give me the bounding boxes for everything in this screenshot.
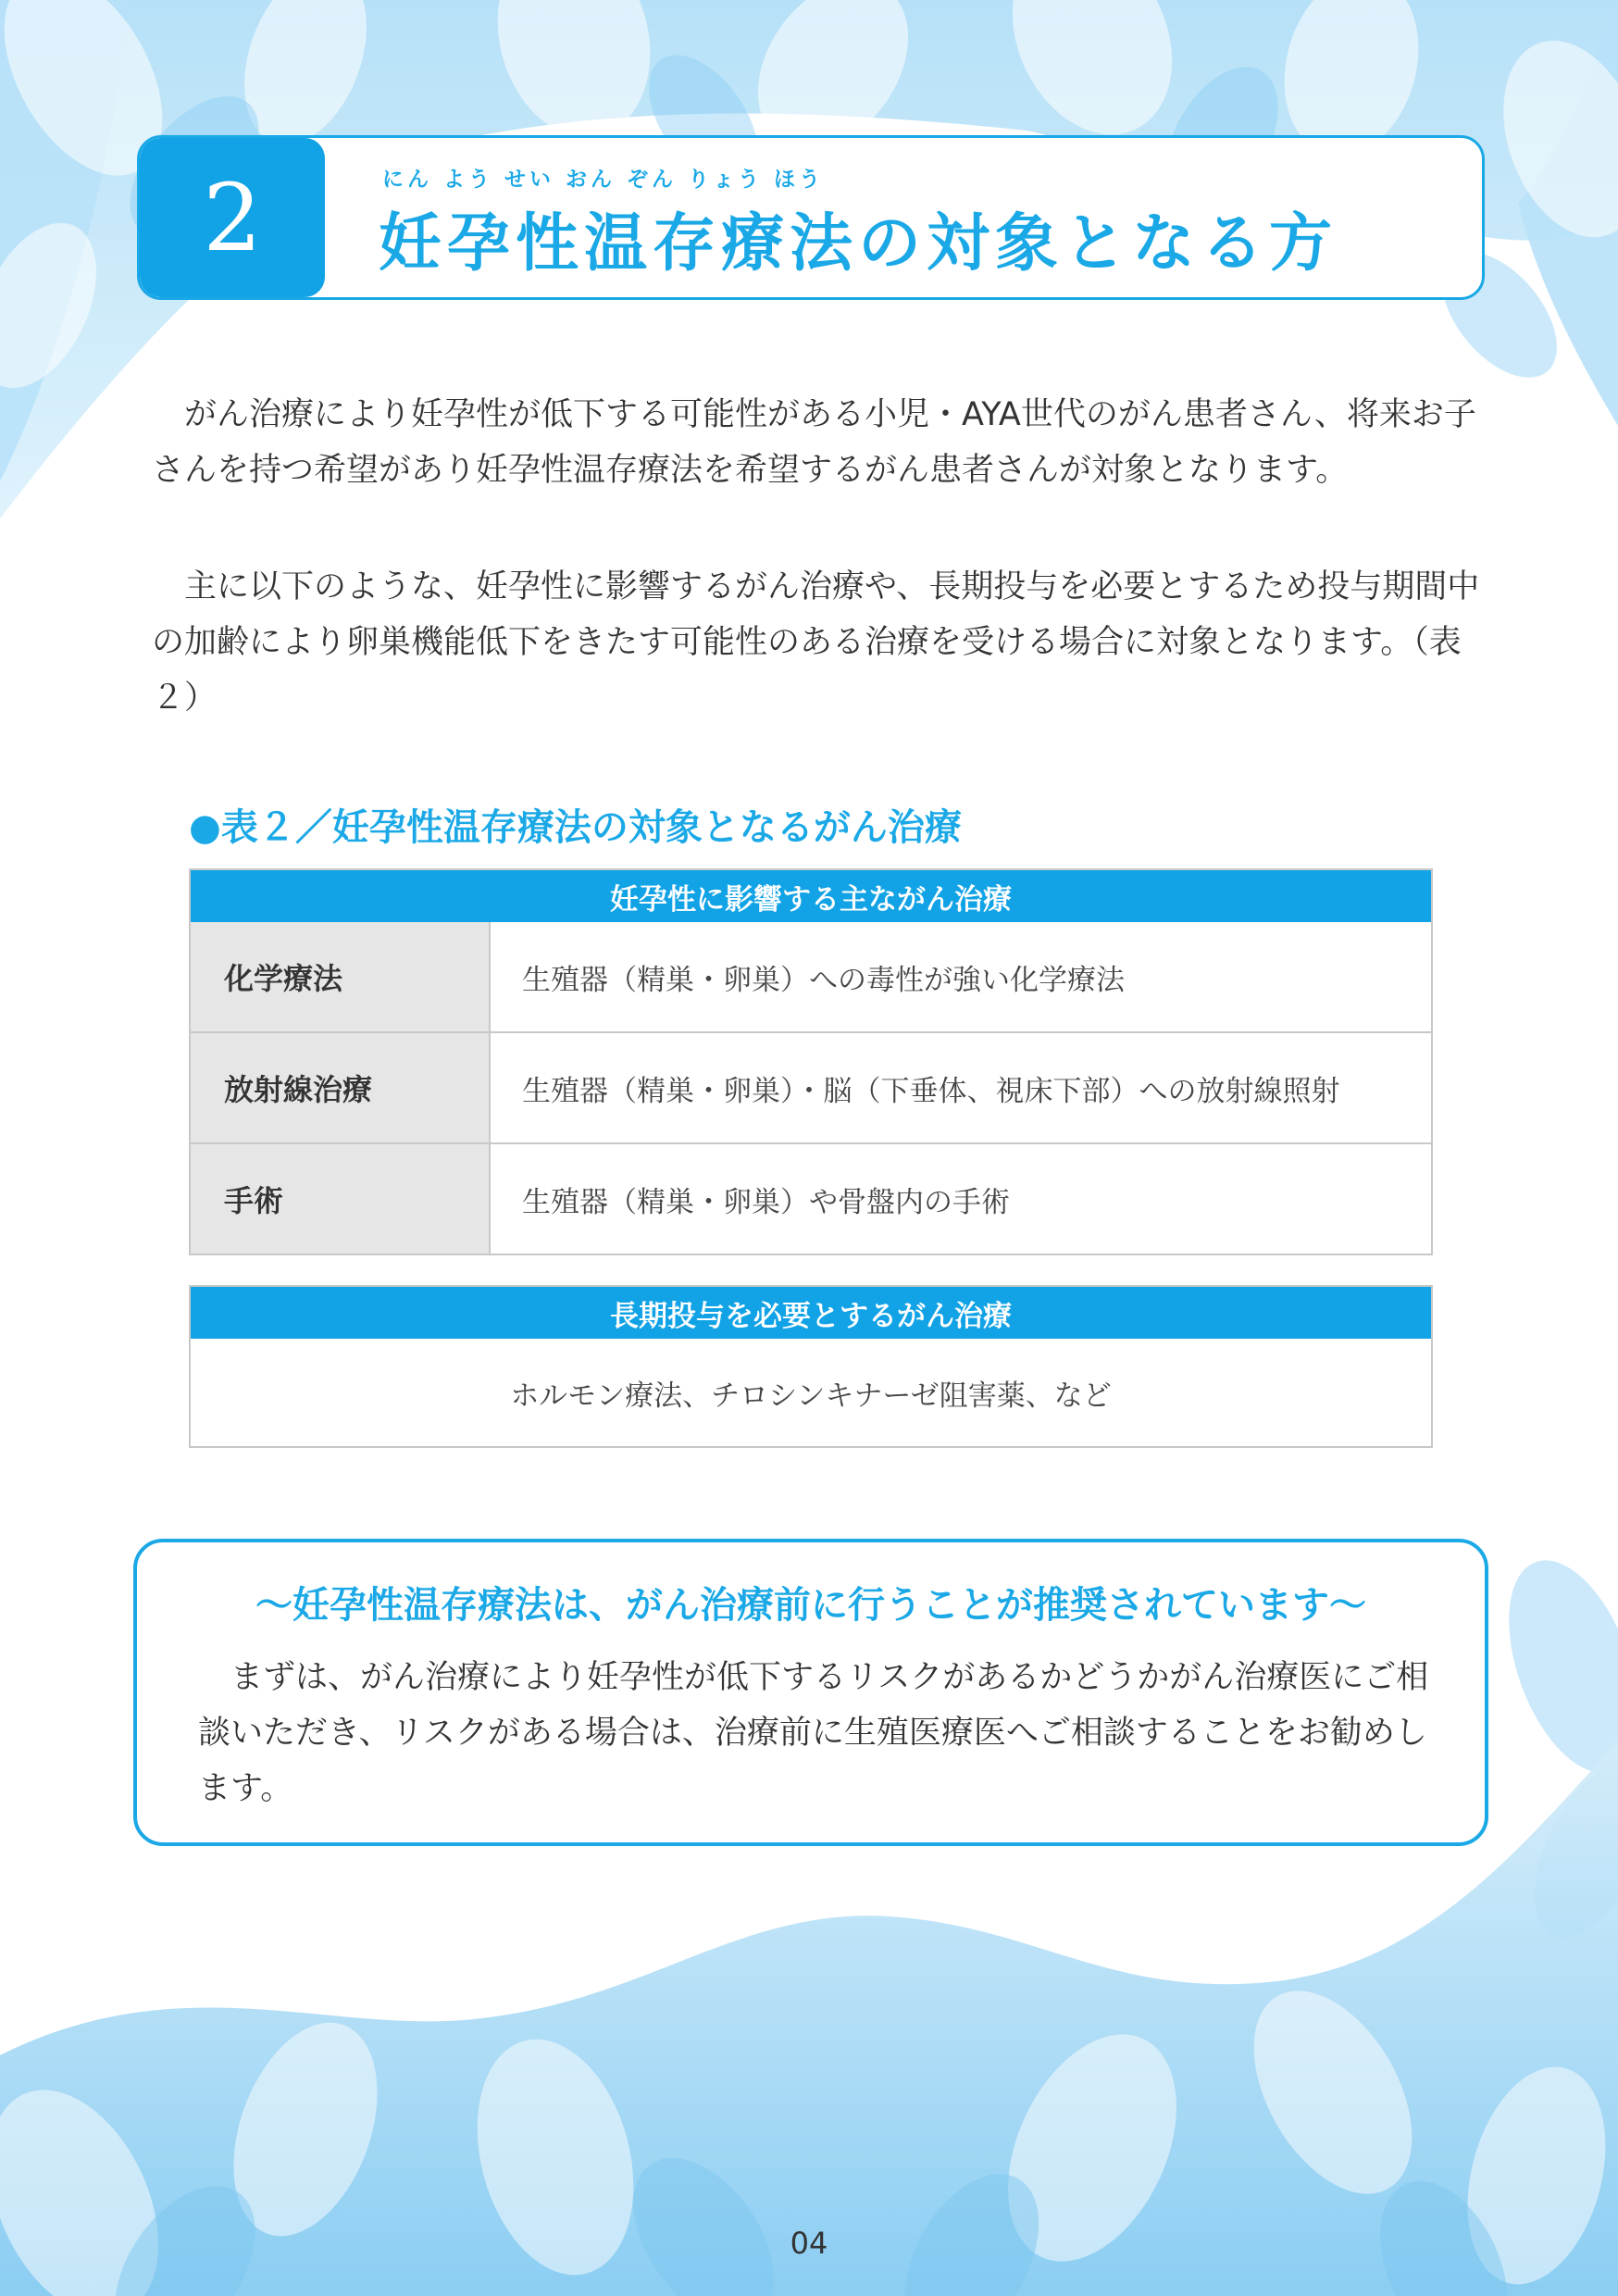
recommendation-box <box>133 1539 1488 1846</box>
table-section-header: 妊孕性に影響する主ながん治療 <box>191 870 1431 922</box>
intro-paragraph: がん治療により妊孕性が低下する可能性がある小児・AYA世代のがん患者さん、将来お子さんを持つ希望があり妊孕性温存療法を希望するがん患者さんが対象となります。 <box>152 396 1476 489</box>
row-key: 化学療法 <box>191 922 491 1031</box>
treatment-paragraph: 主に以下のような、妊孕性に影響するがん治療や、長期投与を必要とするため投与期間中の加齢により卵巣機能低下をきたす可能性のある治療を受ける場合に対象となります。（表２） <box>152 568 1480 717</box>
row-key: 放射線治療 <box>191 1033 491 1142</box>
heading-ruby: にん よう せい おん ぞん りょう ほう <box>382 168 825 192</box>
row-key: 手術 <box>191 1144 491 1254</box>
section-number: 2 <box>140 138 325 297</box>
table-section-header: 長期投与を必要とするがん治療 <box>191 1287 1431 1339</box>
table-cell: ホルモン療法、チロシンキナーゼ阻害薬、など <box>510 1379 1112 1413</box>
table-row <box>191 1142 1431 1254</box>
table-row <box>191 922 1431 1031</box>
table-caption: ●表２／妊孕性温存療法の対象となるがん治療 <box>189 806 962 849</box>
row-value: 生殖器（精巣・卵巣）への毒性が強い化学療法 <box>522 963 1125 997</box>
section-title: 妊孕性温存療法の対象となる方 <box>379 207 1338 281</box>
row-value: 生殖器（精巣・卵巣）や骨盤内の手術 <box>522 1185 1010 1219</box>
recommendation-title: 〜妊孕性温存療法は、がん治療前に行うことが推奨されています〜 <box>255 1584 1366 1627</box>
section-heading <box>137 135 1485 300</box>
row-value: 生殖器（精巣・卵巣）・脳（下垂体、視床下部）への放射線照射 <box>522 1074 1340 1108</box>
recommendation-body: まずは、がん治療により妊孕性が低下するリスクがあるかどうかがん治療医にご相談いただき、リスクがある場合は、治療前に生殖医療医へご相談することをお勧めします。 <box>198 1659 1429 1807</box>
table-row <box>191 1031 1431 1142</box>
page-number: 04 <box>790 2226 828 2261</box>
fertility-impact-table <box>189 868 1433 1255</box>
long-term-treatment-table <box>189 1285 1433 1448</box>
